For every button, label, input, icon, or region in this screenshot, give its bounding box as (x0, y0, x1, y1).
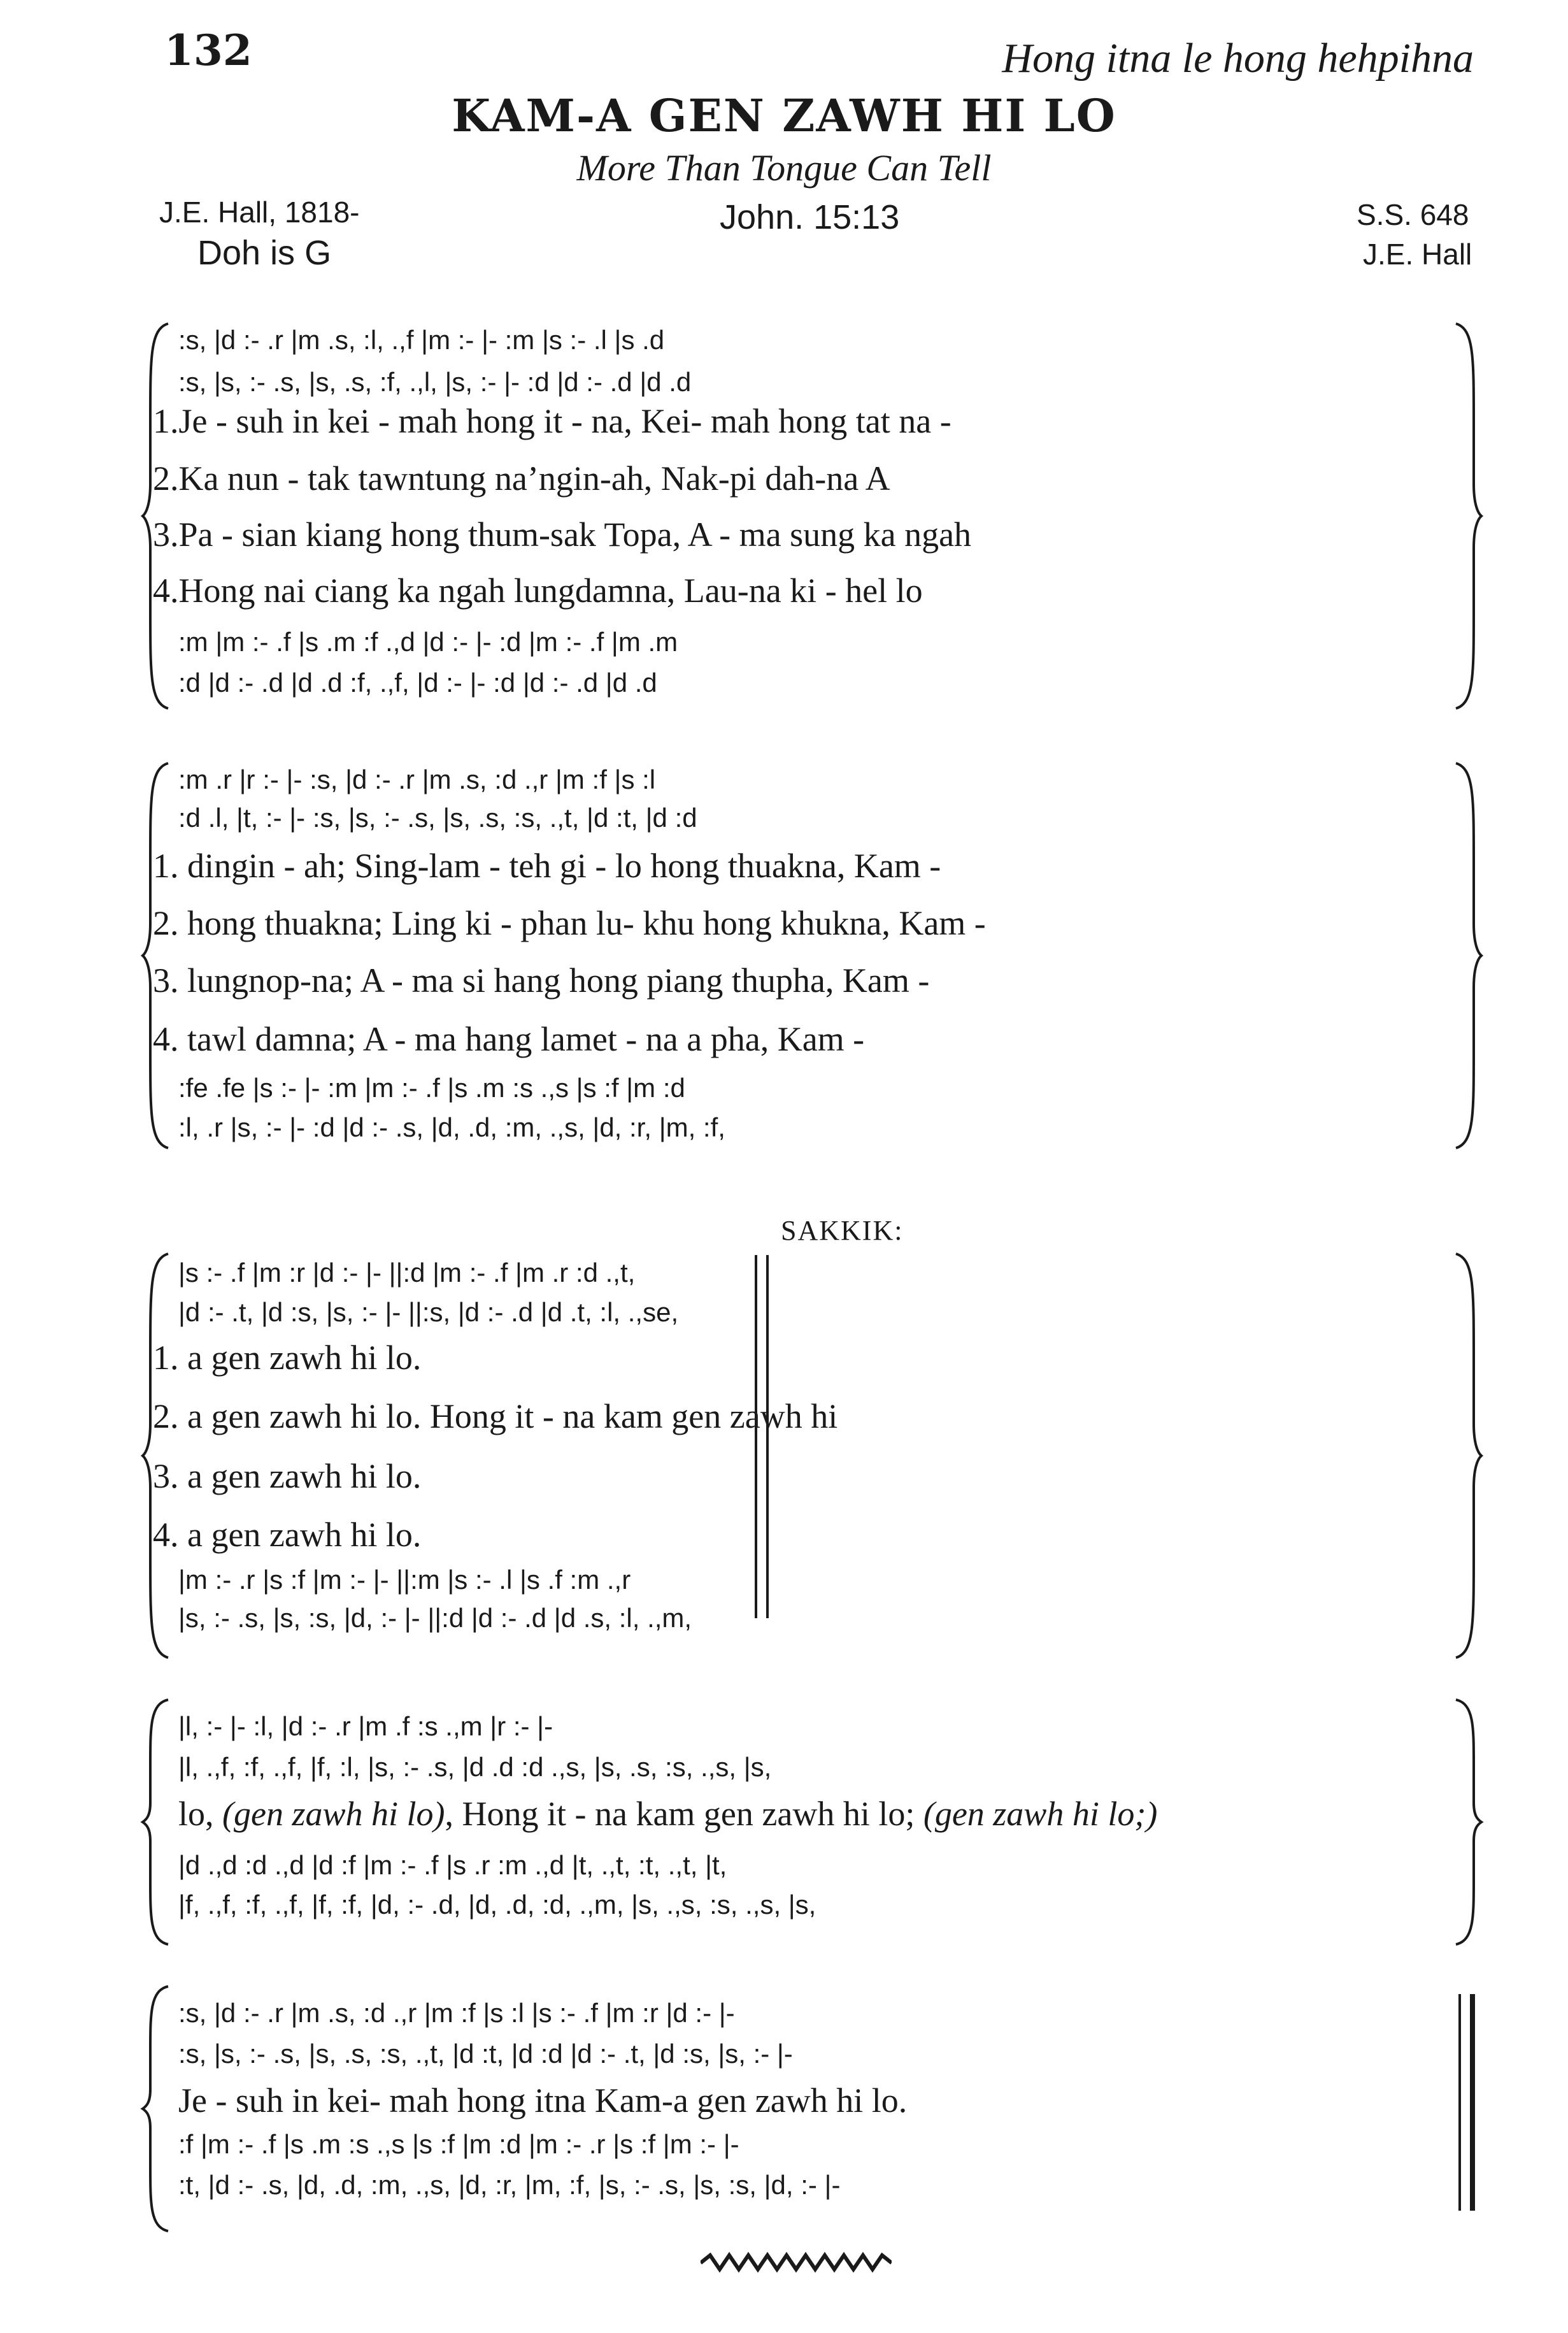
left-brace (140, 758, 172, 1153)
soprano-line: :m .r |r :- |- :s, |d :- .r |m .s, :d .,r |m :f |s :l (178, 765, 656, 794)
tenor-line: |d .,d :d .,d |d :f |m :- .f |s .r :m .,d |t, .,t, :t, .,t, |t, (178, 1850, 727, 1880)
soprano-line: :s, |d :- .r |m .s, :l, .,f |m :- |- :m |s :- .l |s .d (178, 325, 665, 355)
bass-line: :l, .r |s, :- |- :d |d :- .s, |d, .d, :m, .,s, |d, :r, |m, :f, (178, 1112, 725, 1142)
lyric-verse-4: 4. tawl damna; A - ma hang lamet - na a pha, Kam - (153, 1020, 865, 1058)
lyric-verse-2: 2. a gen zawh hi lo. Hong it - na kam gen zawh hi (153, 1397, 838, 1435)
key-signature: Doh is G (197, 234, 332, 272)
bass-line: |f, .,f, :f, .,f, |f, :f, |d, :- .d, |d, .d, :d, .,m, |s, .,s, :s, .,s, |s, (178, 1890, 816, 1920)
tenor-line: :fe .fe |s :- |- :m |m :- .f |s .m :s .,s |s :f |m :d (178, 1073, 685, 1103)
lyric-text: lo, (178, 1795, 223, 1833)
bass-line: :d |d :- .d |d .d :f, .,f, |d :- |- :d |d :- .d |d .d (178, 668, 657, 698)
composer-right: J.E. Hall (1363, 238, 1472, 271)
lyric-line (178, 1794, 1157, 1834)
page-number: 132 (164, 25, 252, 75)
final-barline (1458, 1994, 1475, 2211)
chorus-label: SAKKIK: (781, 1215, 904, 1246)
lyric-verse-4: 4. a gen zawh hi lo. (153, 1516, 422, 1554)
double-barline (755, 1255, 769, 1618)
right-brace (1452, 319, 1484, 714)
lyric-verse-3: 3.Pa - sian kiang hong thum-sak Topa, A - ma sung ka ngah (153, 515, 972, 554)
music-system-3 (140, 1249, 1484, 1663)
lyric-repeat-italic: (gen zawh hi lo) (222, 1795, 445, 1833)
hymn-number: S.S. 648 (1357, 198, 1469, 231)
soprano-line: |l, :- |- :l, |d :- .r |m .f :s .,m |r :- |- (178, 1711, 553, 1741)
tenor-line: :m |m :- .f |s .m :f .,d |d :- |- :d |m :- .f |m .m (178, 627, 678, 657)
lyric-verse-2: 2. hong thuakna; Ling ki - phan lu- khu hong khukna, Kam - (153, 904, 986, 942)
composer-left: J.E. Hall, 1818- (159, 196, 360, 229)
lyric-verse-3: 3. a gen zawh hi lo. (153, 1457, 422, 1495)
lyric-repeat-italic: (gen zawh hi lo;) (923, 1795, 1158, 1833)
music-system-1 (140, 319, 1484, 714)
lyric-verse-1: 1.Je - suh in kei - mah hong it - na, Kei- mah hong tat na - (153, 402, 951, 440)
running-head: Hong itna le hong hehpihna (1002, 35, 1474, 82)
music-system-5 (140, 1981, 1484, 2236)
lyric-verse-1: 1. a gen zawh hi lo. (153, 1339, 422, 1377)
tenor-line: |m :- .r |s :f |m :- |- ||:m |s :- .l |s .f :m .,r (178, 1565, 631, 1595)
music-system-4 (140, 1695, 1484, 1949)
lyric-verse-4: 4.Hong nai ciang ka ngah lungdamna, Lau-na ki - hel lo (153, 571, 923, 610)
right-brace (1452, 758, 1484, 1153)
bass-line: :t, |d :- .s, |d, .d, :m, .,s, |d, :r, |m, :f, |s, :- .s, |s, :s, |d, :- |- (178, 2170, 841, 2200)
lyric-verse-3: 3. lungnop-na; A - ma si hang hong piang thupha, Kam - (153, 961, 930, 1000)
soprano-line: |s :- .f |m :r |d :- |- ||:d |m :- .f |m .r :d .,t, (178, 1258, 636, 1288)
alto-line: :d .l, |t, :- |- :s, |s, :- .s, |s, .s, :s, .,t, |d :t, |d :d (178, 803, 697, 833)
ornament-divider (701, 2250, 892, 2276)
alto-line: |l, .,f, :f, .,f, |f, :l, |s, :- .s, |d .d :d .,s, |s, .s, :s, .,s, |s, (178, 1752, 772, 1782)
lyric-line: Je - suh in kei- mah hong itna Kam-a gen zawh hi lo. (178, 2081, 908, 2120)
soprano-line: :s, |d :- .r |m .s, :d .,r |m :f |s :l |s :- .f |m :r |d :- |- (178, 1998, 735, 2028)
left-brace (140, 1981, 172, 2236)
left-brace (140, 1249, 172, 1663)
bass-line: |s, :- .s, |s, :s, |d, :- |- ||:d |d :- .d |d .s, :l, .,m, (178, 1603, 692, 1633)
hymn-subtitle: More Than Tongue Can Tell (576, 147, 992, 189)
alto-line: :s, |s, :- .s, |s, .s, :f, .,l, |s, :- |- :d |d :- .d |d .d (178, 367, 692, 397)
lyric-verse-2: 2.Ka nun - tak tawntung na’ngin-ah, Nak-pi dah-na A (153, 459, 890, 498)
alto-line: :s, |s, :- .s, |s, .s, :s, .,t, |d :t, |d :d |d :- .t, |d :s, |s, :- |- (178, 2039, 793, 2069)
tenor-line: :f |m :- .f |s .m :s .,s |s :f |m :d |m :- .r |s :f |m :- |- (178, 2129, 739, 2159)
music-system-2 (140, 758, 1484, 1153)
right-brace (1452, 1249, 1484, 1663)
right-brace (1452, 1695, 1484, 1949)
scripture-reference: John. 15:13 (720, 198, 900, 236)
left-brace (140, 1695, 172, 1949)
alto-line: |d :- .t, |d :s, |s, :- |- ||:s, |d :- .d |d .t, :l, .,se, (178, 1297, 679, 1327)
hymn-title: KAM-A GEN ZAWH HI LO (452, 89, 1116, 142)
lyric-verse-1: 1. dingin - ah; Sing-lam - teh gi - lo hong thuakna, Kam - (153, 847, 941, 885)
lyric-text: , Hong it - na kam gen zawh hi lo; (445, 1795, 923, 1833)
